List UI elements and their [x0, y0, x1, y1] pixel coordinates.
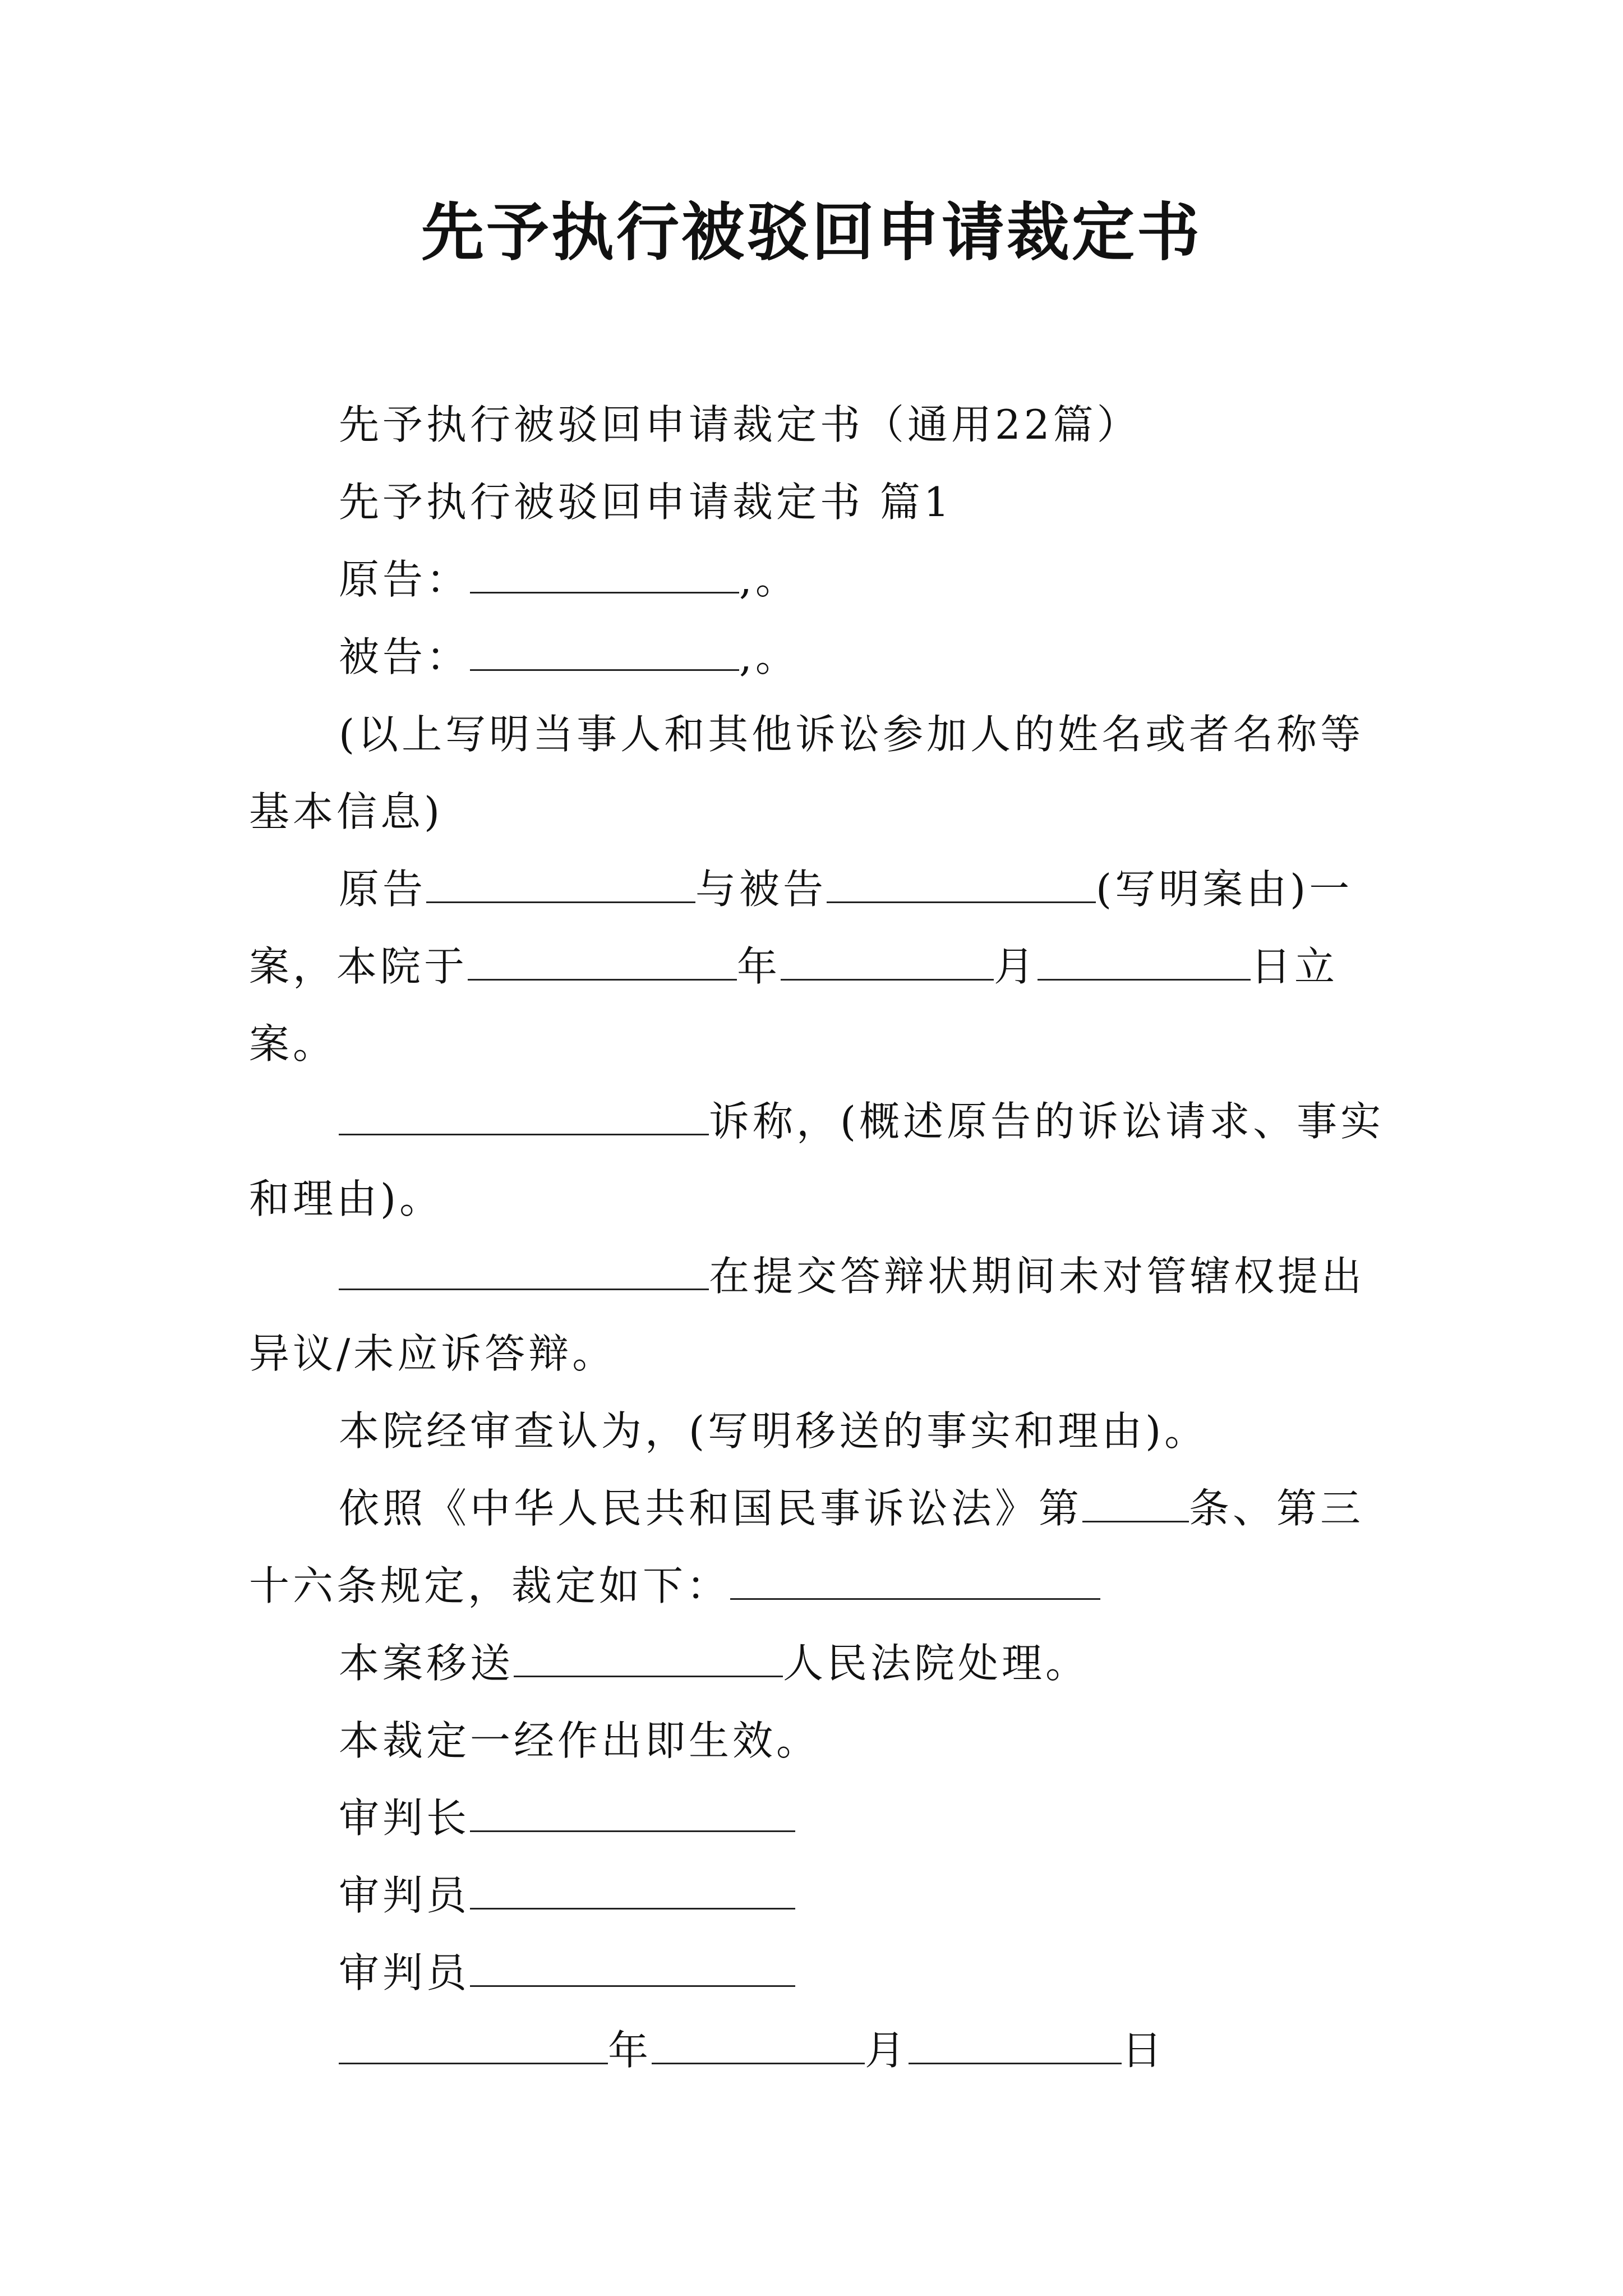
date-line: [249, 2012, 1385, 2089]
plaintiff-line: [249, 541, 1385, 618]
date-day-label: 日: [1122, 2027, 1166, 2074]
case-part-5: 月: [994, 943, 1038, 990]
case-line: [249, 850, 1385, 1083]
defendant-blank: [470, 630, 739, 671]
sign-month-blank: [652, 2023, 865, 2064]
transfer-part-1: 本案移送: [339, 1640, 514, 1687]
ruling-blank: [730, 1559, 1100, 1600]
party-note: (以上写明当事人和其他诉讼参加人的姓名或者名称等基本信息): [249, 711, 1364, 835]
chief-judge-blank: [470, 1791, 795, 1832]
plaintiff-blank: [470, 553, 739, 593]
chief-judge-line: [249, 1779, 1385, 1857]
objection-line: [249, 1237, 1385, 1392]
defendant-line: [249, 618, 1385, 696]
case-month-blank: [781, 940, 994, 981]
plaintiff-label: 原告：: [339, 556, 471, 603]
sign-year-blank: [339, 2023, 608, 2064]
defendant-name-blank: [827, 862, 1096, 903]
date-month-label: 月: [865, 2027, 909, 2074]
date-year-label: 年: [608, 2027, 652, 2074]
basis-part-1: 依照《中华人民共和国民事诉讼法》第: [339, 1485, 1083, 1532]
court-name-blank: [514, 1636, 783, 1677]
judge-2-label: 审判员: [339, 1949, 471, 1996]
plaintiff-suffix: ,。: [739, 556, 799, 603]
case-day-blank: [1038, 940, 1251, 981]
claim-text: 诉称，(概述原告的诉讼请求、事实和理由)。: [249, 1098, 1385, 1222]
document-subtitle: 先予执行被驳回申请裁定书（通用22篇）: [339, 401, 1141, 448]
judge-2-blank: [470, 1946, 795, 1987]
basis-line: [249, 1470, 1385, 1625]
objection-text: 在提交答辩状期间未对管辖权提出异议/未应诉答辩。: [249, 1253, 1366, 1377]
case-part-2: 与被告: [695, 866, 827, 913]
case-part-3: (写明案由)一案，本院于: [249, 866, 1353, 990]
plaintiff-name-blank: [426, 862, 695, 903]
case-part-1: 原告: [339, 866, 427, 913]
basis-part-2: 条、第三十六条规定，裁定如下：: [249, 1485, 1364, 1609]
effect-line: 本裁定一经作出即生效。: [339, 1717, 820, 1764]
defendant-suffix: ,。: [739, 633, 799, 680]
chief-judge-label: 审判长: [339, 1795, 471, 1842]
review-line: 本院经审查认为，(写明移送的事实和理由)。: [339, 1407, 1209, 1455]
claim-line: [249, 1083, 1385, 1237]
document-title: 先予执行被驳回申请裁定书: [421, 196, 1202, 269]
defendant-label: 被告：: [339, 633, 471, 680]
transfer-part-2: 人民法院处理。: [783, 1640, 1090, 1687]
judge-1-line: [249, 1857, 1385, 1934]
case-part-4: 年: [737, 943, 781, 990]
judge-1-blank: [470, 1869, 795, 1910]
sign-day-blank: [909, 2023, 1122, 2064]
section-heading: 先予执行被驳回申请裁定书 篇1: [339, 478, 953, 526]
judge-1-label: 审判员: [339, 1872, 471, 1919]
transfer-line: [249, 1625, 1385, 1702]
article-number-blank: [1082, 1481, 1189, 1522]
case-part-6: 日立案。: [249, 943, 1339, 1068]
document-body: [249, 386, 1385, 2089]
case-year-blank: [468, 940, 737, 981]
judge-2-line: [249, 1934, 1385, 2012]
claimant-blank: [339, 1094, 709, 1135]
objector-blank: [339, 1249, 709, 1290]
